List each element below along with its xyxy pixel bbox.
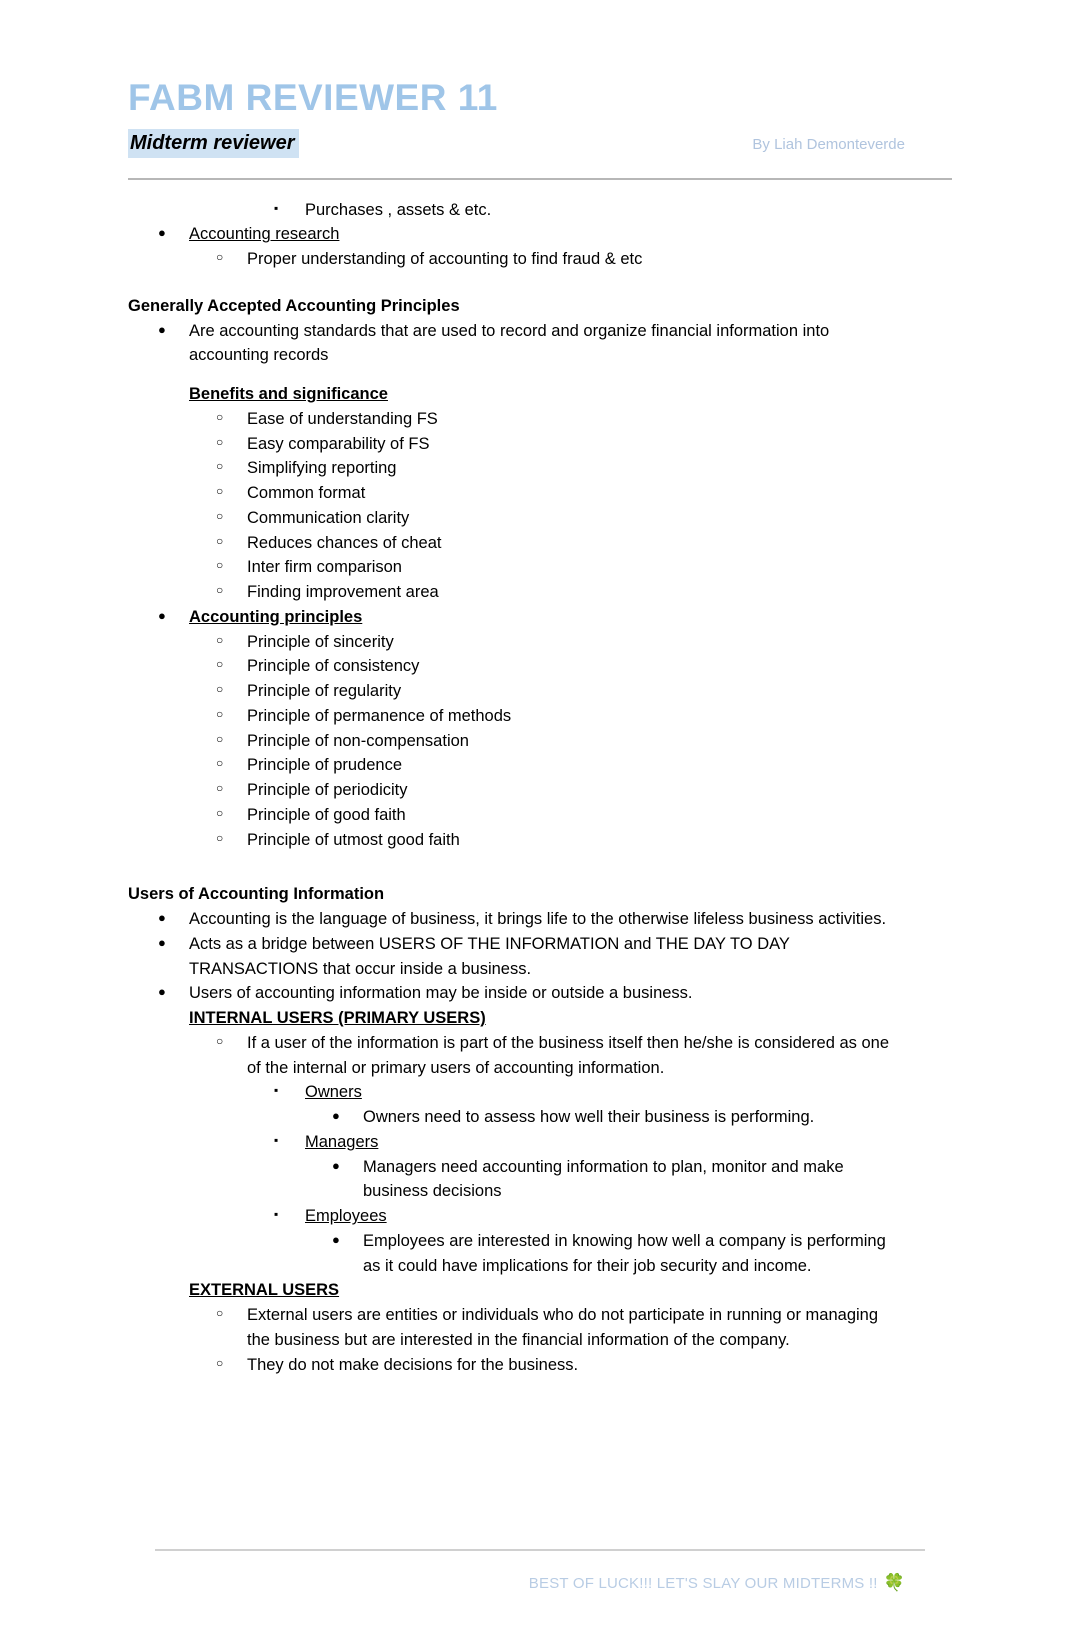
list-item (128, 1204, 905, 1229)
list-item-text: Managers need accounting information to plan, monitor and make business decisions (363, 1157, 844, 1201)
circle-bullet-icon: ○ (216, 508, 224, 523)
clover-icon: 🍀 (883, 1573, 905, 1592)
footer-message-row (0, 1551, 1080, 1593)
circle-bullet-icon: ○ (216, 1306, 224, 1321)
disc-bullet-icon: ● (158, 321, 166, 337)
list-item (128, 654, 905, 679)
principles-list (128, 630, 905, 853)
list-item-text: If a user of the information is part of the business itself then he/she is considered as one of the internal or primary users of accounting information. (247, 1033, 890, 1077)
list-item-text: Principle of periodicity (247, 781, 408, 800)
list-item-text: Inter firm comparison (247, 558, 402, 577)
list-item (128, 803, 905, 828)
document-header (0, 0, 1080, 158)
list-item (128, 247, 905, 272)
list-item (128, 1130, 905, 1155)
circle-bullet-icon: ○ (216, 459, 224, 474)
subsection-heading-internal-users: INTERNAL USERS (PRIMARY USERS) (189, 1009, 486, 1028)
disc-bullet-icon: ● (158, 225, 166, 241)
list-item-text: External users are entities or individuals who do not participate in running or managing the business but are interested in the financial information of the company. (247, 1306, 879, 1349)
circle-bullet-icon: ○ (216, 434, 224, 449)
list-item (128, 407, 905, 432)
subtitle-row (128, 129, 905, 158)
disc-bullet-icon: ● (158, 910, 166, 926)
square-bullet-icon: ▪ (274, 1207, 279, 1222)
document-body (0, 180, 1080, 1378)
section-spacer (128, 852, 905, 882)
square-bullet-icon: ▪ (274, 200, 279, 215)
list-item-text: Accounting is the language of business, it brings life to the otherwise lifeless business activities. (189, 910, 887, 929)
list-item (128, 1353, 905, 1378)
footer-message: BEST OF LUCK!!! LET'S SLAY OUR MIDTERMS !! (528, 1575, 878, 1592)
list-item-text: Simplifying reporting (247, 459, 397, 478)
list-item (128, 679, 905, 704)
circle-bullet-icon: ○ (216, 250, 224, 265)
section-heading-users: Users of Accounting Information (128, 885, 385, 904)
list-item-text: Principle of utmost good faith (247, 830, 460, 849)
list-item (128, 704, 905, 729)
circle-bullet-icon: ○ (216, 484, 224, 499)
list-item-text: Purchases , assets & etc. (305, 200, 492, 219)
square-bullet-icon: ▪ (274, 1083, 279, 1098)
list-item (128, 1105, 905, 1130)
circle-bullet-icon: ○ (216, 533, 224, 548)
document-subtitle: Midterm reviewer (128, 129, 299, 158)
section-spacer (128, 272, 905, 294)
list-item (128, 605, 905, 630)
subsection-heading-benefits: Benefits and significance (189, 385, 388, 404)
internal-user-group-name: Employees (305, 1207, 387, 1226)
list-item (128, 456, 905, 481)
list-item-text: Proper understanding of accounting to find fraud & etc (247, 250, 643, 269)
circle-bullet-icon: ○ (216, 558, 224, 573)
list-item (128, 580, 905, 605)
list-item-text: Principle of permanence of methods (247, 706, 512, 725)
internal-user-group-name: Managers (305, 1132, 379, 1151)
internal-user-group-name: Owners (305, 1083, 362, 1102)
circle-bullet-icon: ○ (216, 682, 224, 697)
list-item-text: Reduces chances of cheat (247, 533, 442, 552)
disc-bullet-icon: ● (158, 984, 166, 1000)
list-item-text: They do not make decisions for the business. (247, 1355, 579, 1374)
list-item-text: Principle of consistency (247, 657, 420, 676)
list-item (128, 729, 905, 754)
square-bullet-icon: ▪ (274, 1132, 279, 1147)
list-item-text: Ease of understanding FS (247, 409, 438, 428)
circle-bullet-icon: ○ (216, 657, 224, 672)
circle-bullet-icon: ○ (216, 830, 224, 845)
list-item-text: Easy comparability of FS (247, 434, 430, 453)
list-item (128, 778, 905, 803)
document-footer (0, 1549, 1080, 1651)
disc-bullet-icon: ● (332, 1108, 340, 1124)
circle-bullet-icon: ○ (216, 1355, 224, 1370)
disc-bullet-icon: ● (158, 607, 166, 623)
subsection-heading-external-users: EXTERNAL USERS (189, 1281, 340, 1300)
list-item (128, 319, 905, 369)
list-item (128, 1155, 905, 1205)
list-item (128, 630, 905, 655)
list-item-text: Accounting research (189, 225, 340, 244)
disc-bullet-icon: ● (158, 934, 166, 950)
page-title: FABM REVIEWER 11 (128, 77, 498, 118)
list-item (128, 555, 905, 580)
circle-bullet-icon: ○ (216, 632, 224, 647)
list-item (128, 828, 905, 853)
list-item (128, 981, 905, 1006)
section-heading-gaap: Generally Accepted Accounting Principles (128, 296, 460, 315)
circle-bullet-icon: ○ (216, 805, 224, 820)
circle-bullet-icon: ○ (216, 781, 224, 796)
list-item (128, 432, 905, 457)
list-item (128, 932, 905, 982)
list-item-text: Communication clarity (247, 508, 410, 527)
subsection-heading-principles: Accounting principles (189, 607, 363, 626)
list-item (128, 222, 905, 247)
list-item (128, 531, 905, 556)
list-item-text: Are accounting standards that are used to record and organize financial information into accounting records (189, 321, 830, 365)
section-spacer (128, 368, 905, 382)
list-item-text: Employees are interested in knowing how well a company is performing as it could have implications for their job security and income. (363, 1231, 886, 1275)
benefits-list (128, 407, 905, 605)
list-item (128, 506, 905, 531)
circle-bullet-icon: ○ (216, 706, 224, 721)
circle-bullet-icon: ○ (216, 583, 224, 598)
list-item-text: Principle of non-compensation (247, 731, 469, 750)
list-item-text: Acts as a bridge between USERS OF THE INFORMATION and THE DAY TO DAY TRANSACTIONS that occur inside a business. (189, 934, 790, 978)
list-item-text: Common format (247, 484, 366, 503)
list-item-text: Principle of prudence (247, 756, 403, 775)
disc-bullet-icon: ● (332, 1231, 340, 1247)
list-item-text: Principle of regularity (247, 682, 402, 701)
list-item (128, 481, 905, 506)
list-item (128, 907, 905, 932)
list-item (128, 198, 905, 223)
list-item-text: Owners need to assess how well their business is performing. (363, 1108, 815, 1127)
list-item (128, 753, 905, 778)
list-item-text: Finding improvement area (247, 583, 439, 602)
circle-bullet-icon: ○ (216, 756, 224, 771)
list-item (128, 1229, 905, 1279)
circle-bullet-icon: ○ (216, 409, 224, 424)
list-item (128, 1031, 905, 1081)
circle-bullet-icon: ○ (216, 731, 224, 746)
disc-bullet-icon: ● (332, 1157, 340, 1173)
list-item-text: Principle of good faith (247, 805, 406, 824)
circle-bullet-icon: ○ (216, 1033, 224, 1048)
list-item (128, 1080, 905, 1105)
list-item-text: Principle of sincerity (247, 632, 394, 651)
list-item-text: Users of accounting information may be inside or outside a business. (189, 984, 693, 1003)
author-credit: By Liah Demonteverde (752, 135, 905, 153)
list-item (128, 1303, 905, 1353)
